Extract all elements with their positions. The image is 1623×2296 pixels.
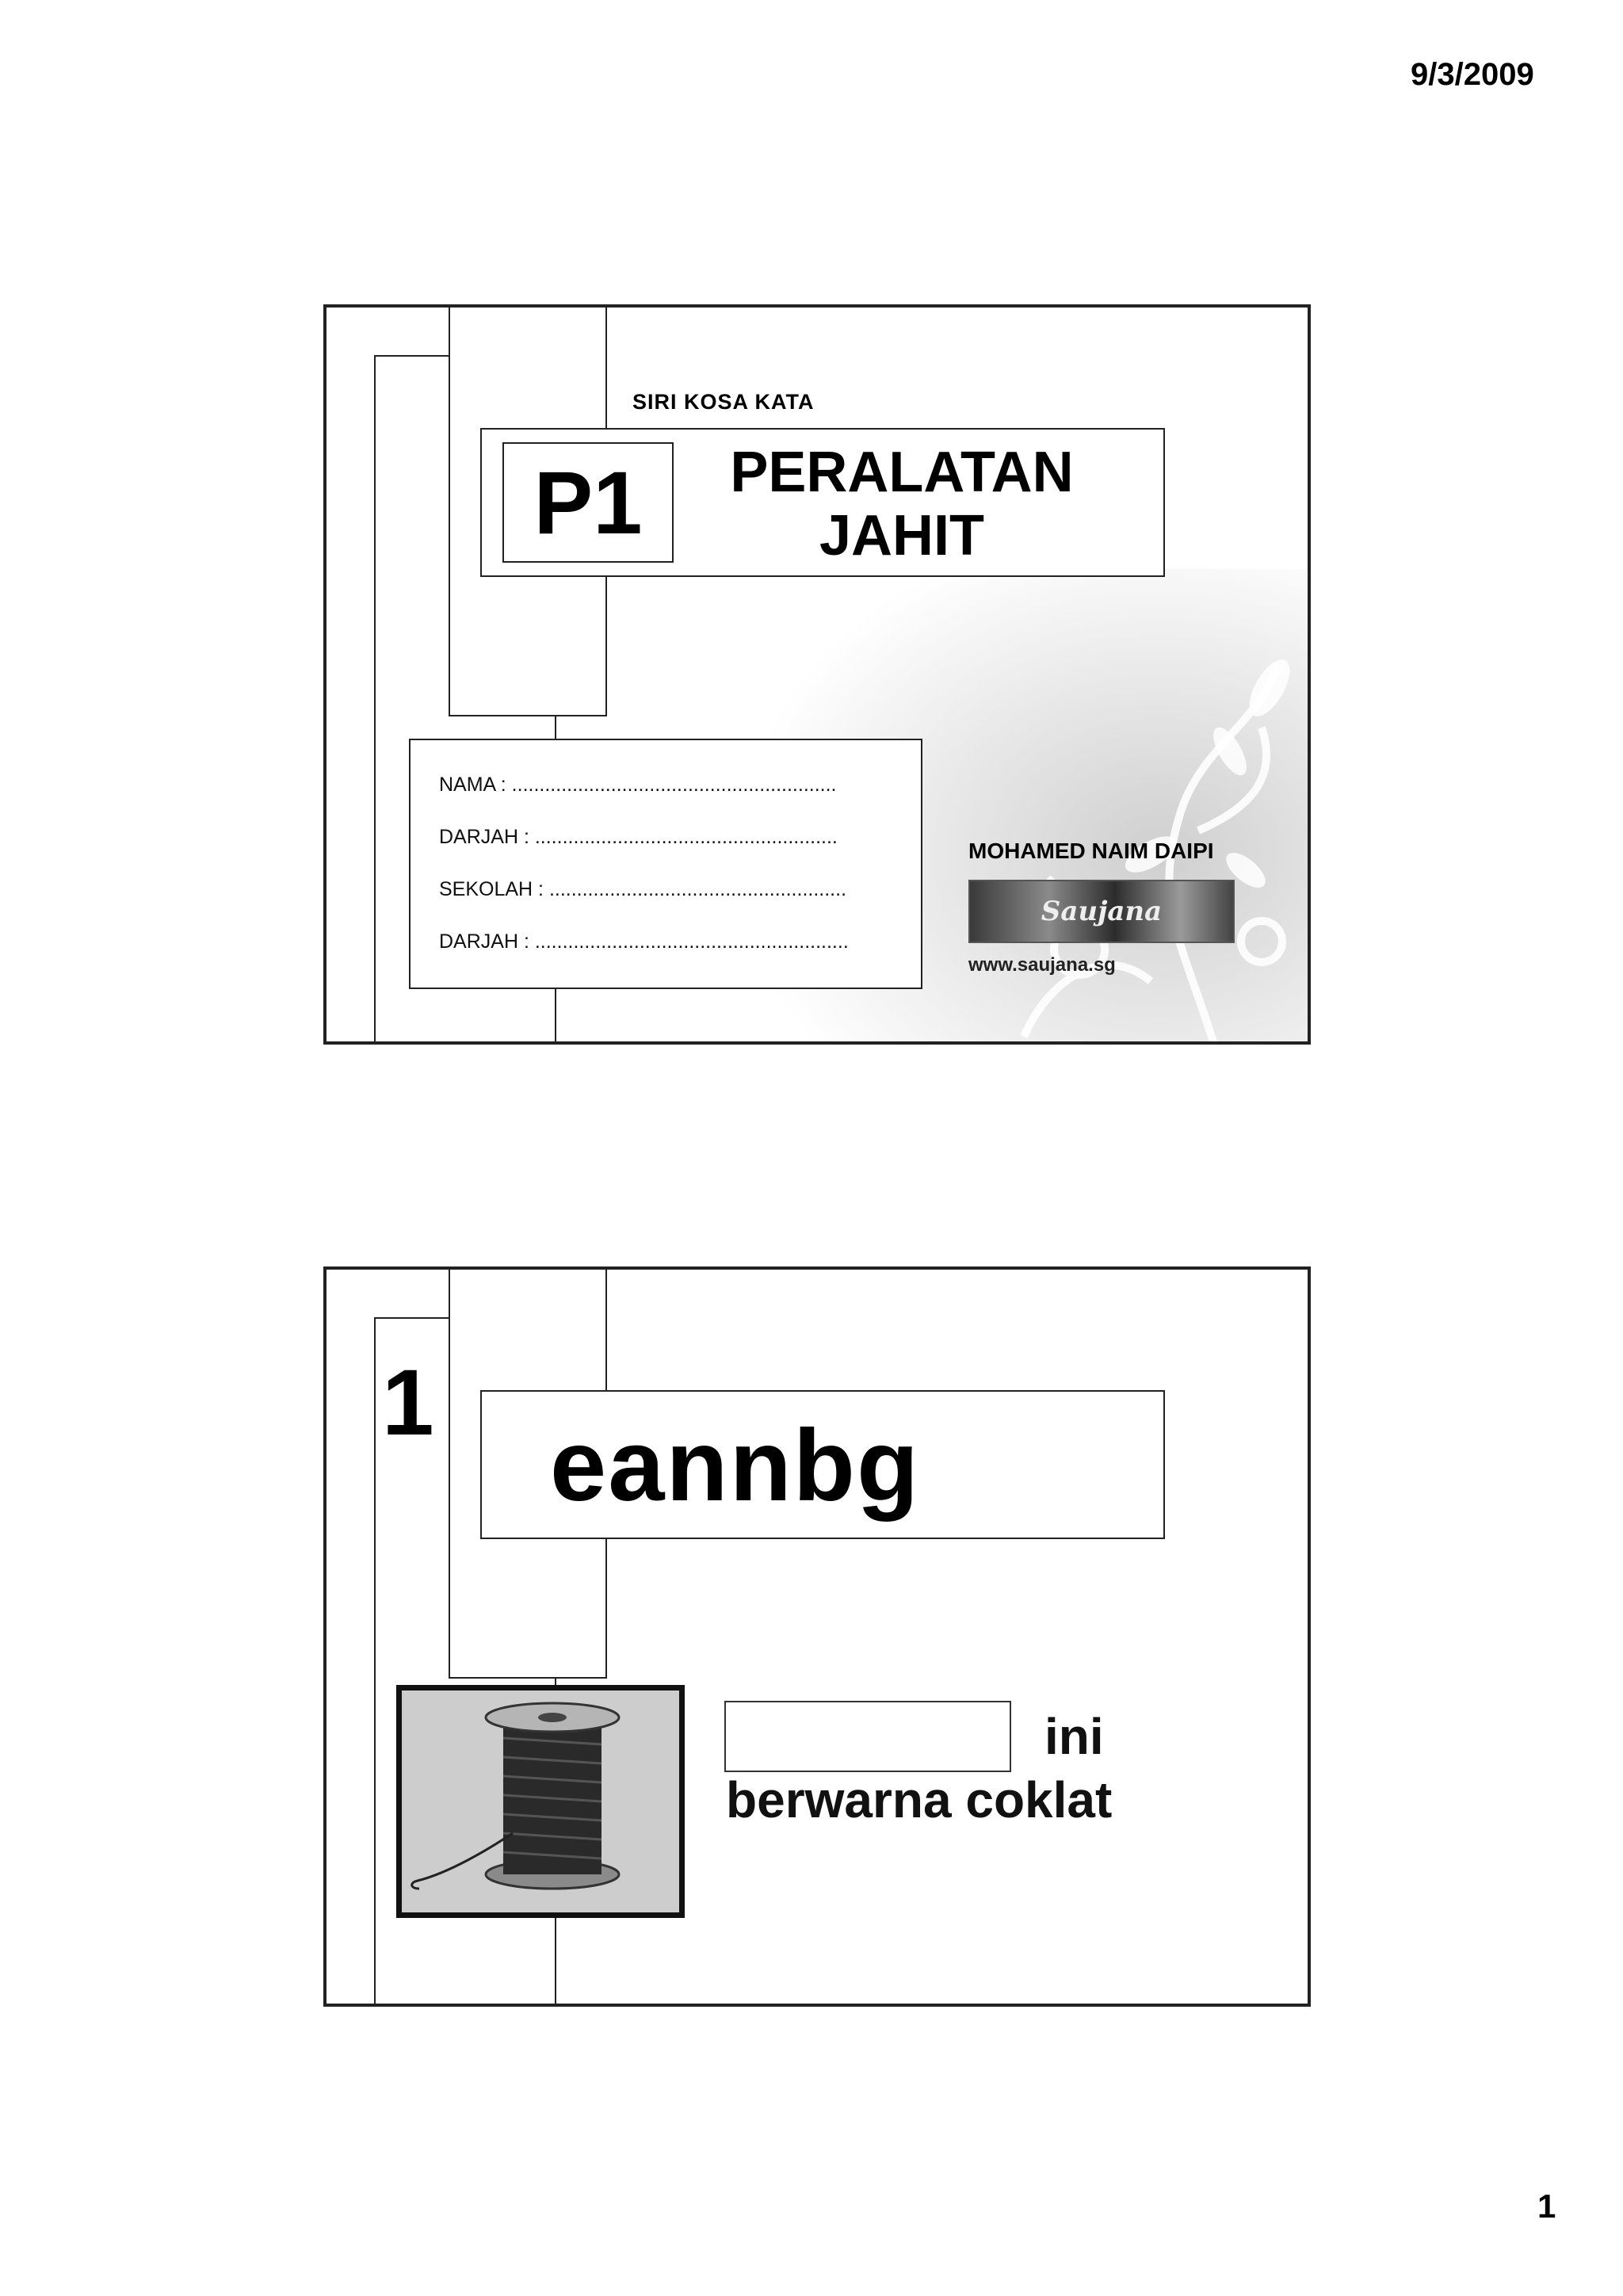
thread-spool-icon [402,1690,679,1912]
slide-2 [323,1266,1311,2007]
form-field-sekolah: SEKOLAH : ...................................................... [439,878,847,900]
title-line-1: PERALATAN [730,441,1074,504]
website-url: www.saujana.sg [968,954,1116,976]
scrambled-word: eannbg [550,1409,921,1522]
title-line-2: JAHIT [819,504,985,567]
frame-left-rule [374,355,376,1045]
sentence-part-2: berwarna coklat [726,1771,1113,1828]
series-label: SIRI KOSA KATA [632,390,815,414]
student-form [409,739,922,989]
form-field-nama: NAMA : ........................................................... [439,774,837,796]
answer-blank[interactable] [724,1701,1011,1772]
author-name: MOHAMED NAIM DAIPI [968,839,1214,863]
form-field-darjah: DARJAH : ....................................................... [439,826,838,848]
saujana-logo-banner [968,880,1235,943]
print-date: 9/3/2009 [1411,57,1534,92]
code-box: P1 [502,442,674,563]
thread-spool-image [396,1685,685,1918]
frame-top-stub [374,1317,450,1319]
scrambled-word-box [480,1390,1165,1539]
page-number: 1 [1537,2187,1556,2225]
question-number: 1 [382,1350,434,1455]
sentence-part-1: ini [1044,1708,1104,1765]
slide-1 [323,304,1311,1045]
frame-left-rule [374,1317,376,2007]
form-field-darjah-2: DARJAH : ......................................................... [439,930,849,953]
frame-bottom-stub [374,2004,556,2005]
logo-text: Saujana [1041,896,1163,927]
frame-top-stub [374,355,450,357]
